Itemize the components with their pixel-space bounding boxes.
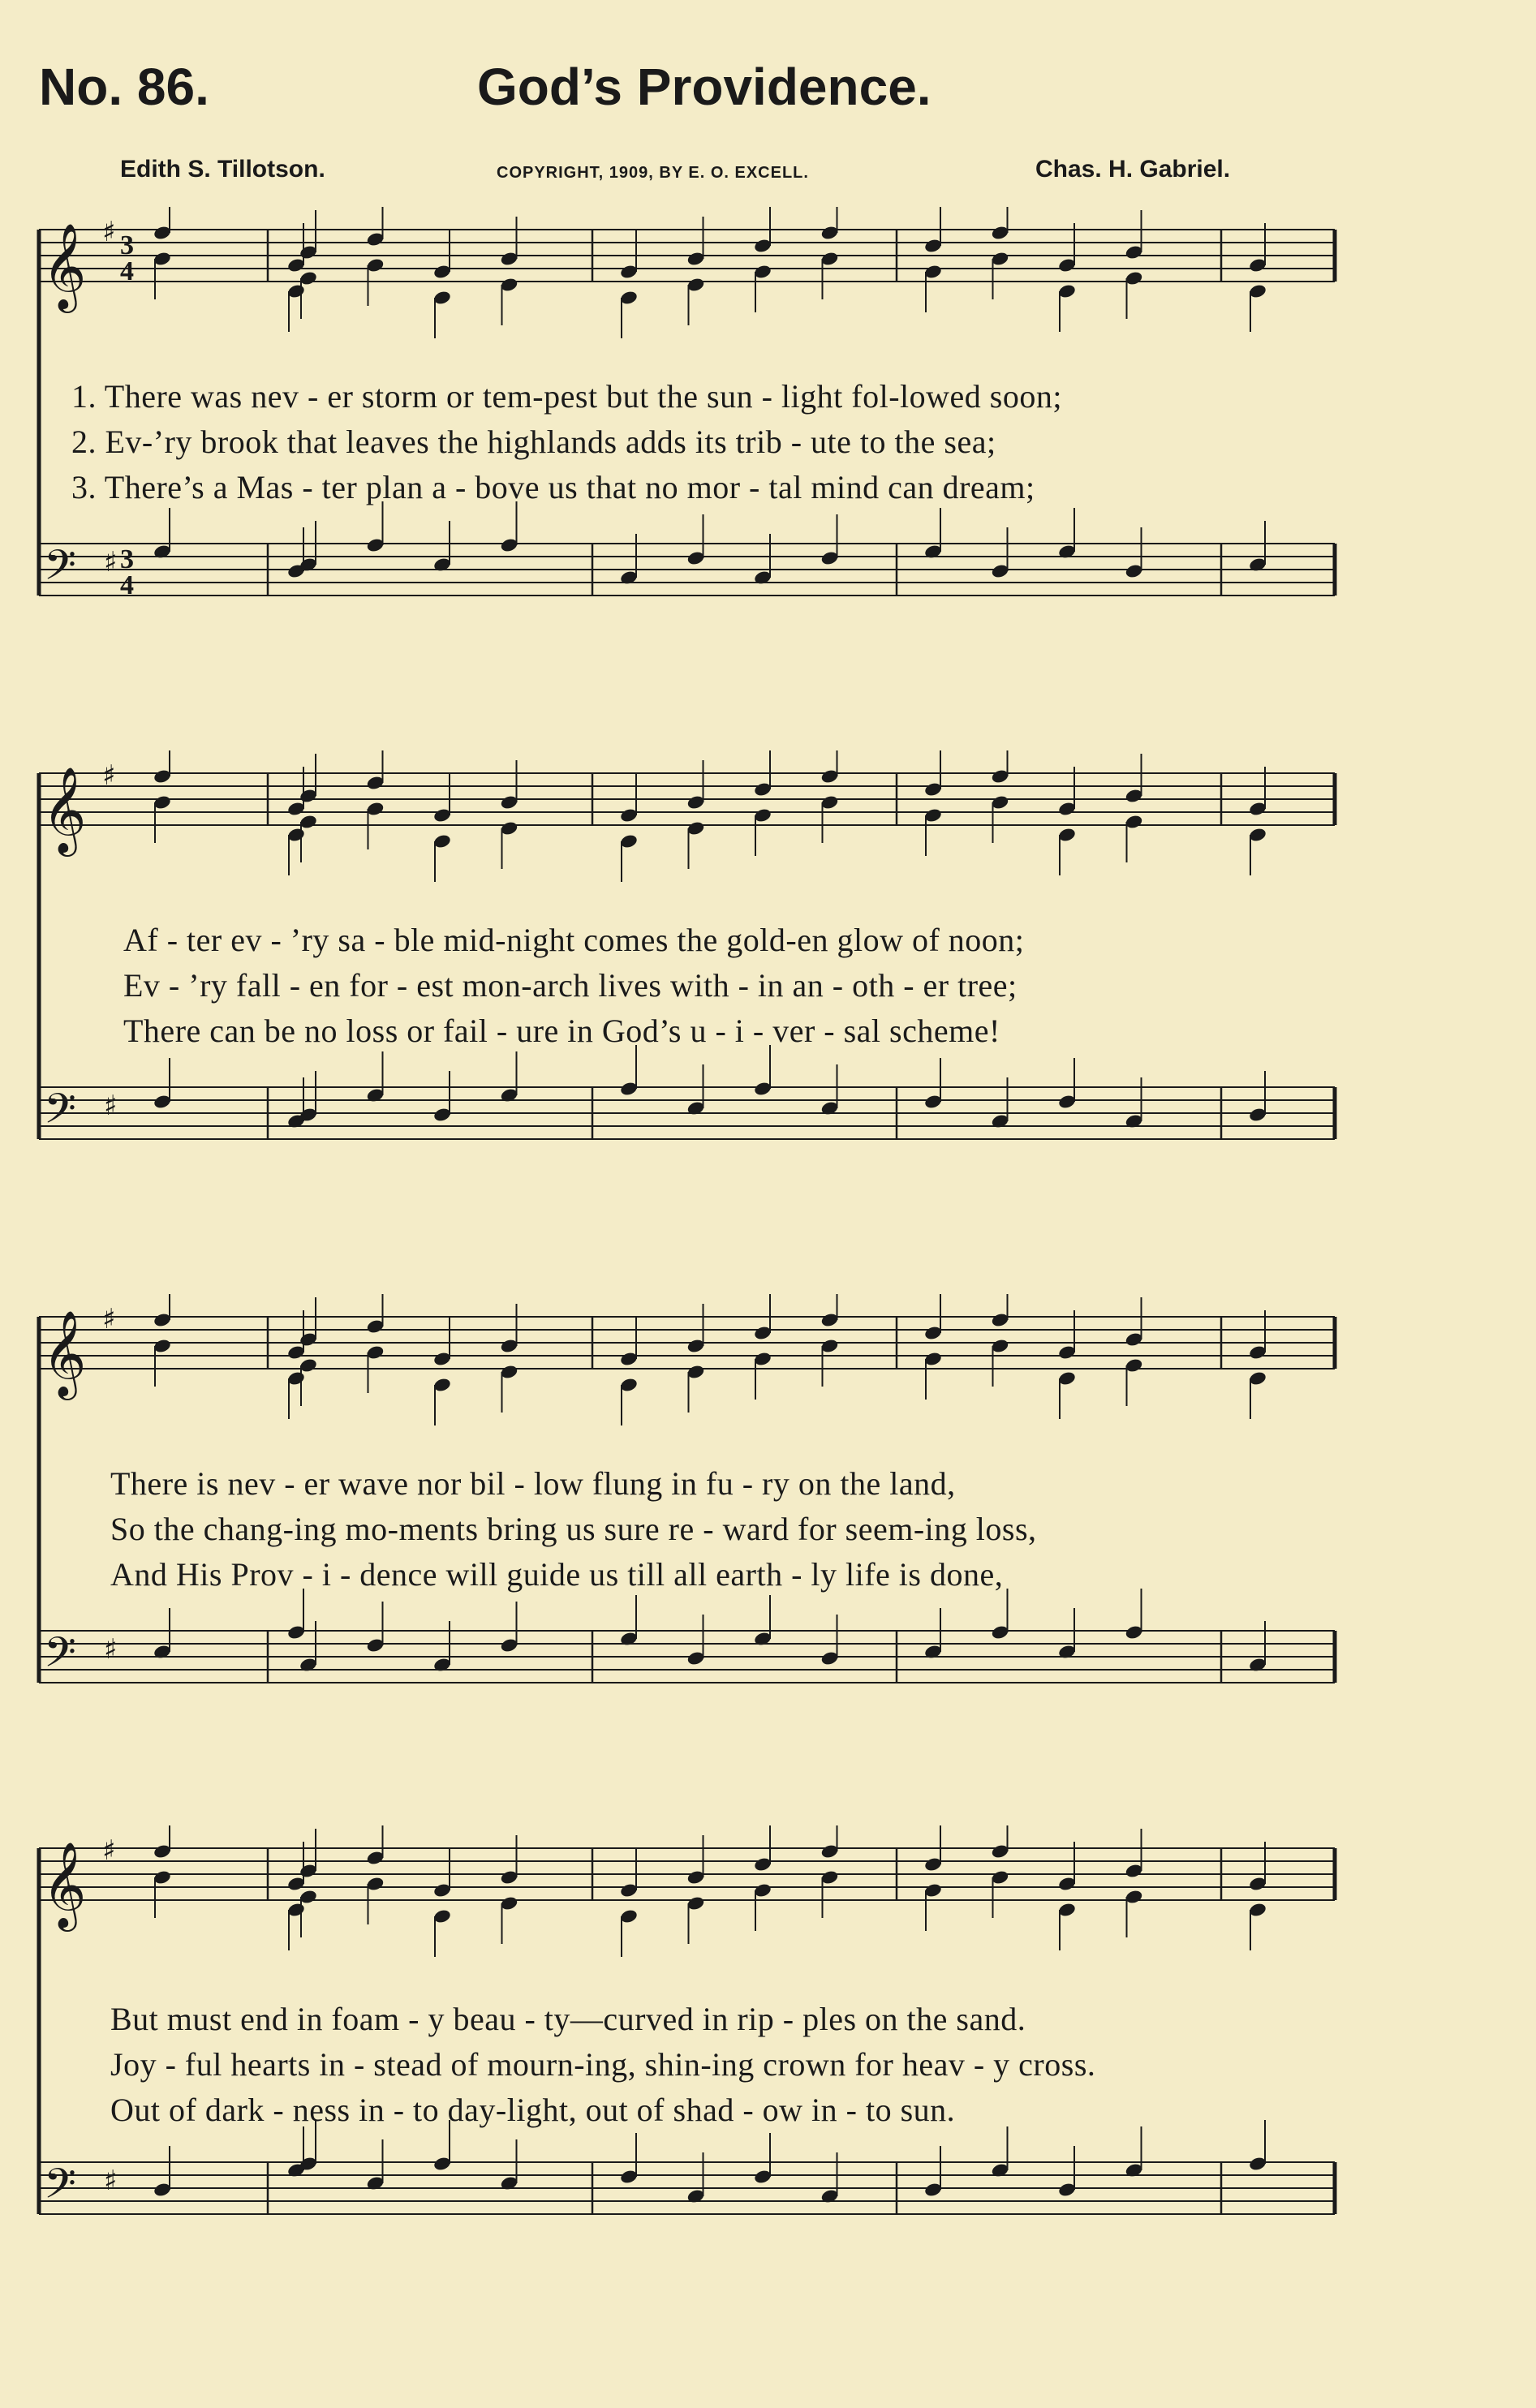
copyright-notice: COPYRIGHT, 1909, BY E. O. EXCELL. <box>497 164 809 182</box>
lyric-verse-1: But must end in foam - y beau - ty—curved in rip - ples on the sand. <box>110 2001 1026 2037</box>
hymn-title: God’s Providence. <box>477 58 931 116</box>
treble-clef-icon: 𝄞 <box>42 1309 87 1396</box>
music-system-1 <box>24 207 1343 677</box>
sharp-icon: ♯ <box>104 1090 118 1122</box>
music-system-2 <box>24 750 1343 1221</box>
sharp-icon: ♯ <box>102 216 116 248</box>
lyric-verse-2: 2. Ev-’ry brook that leaves the highlands adds its trib - ute to the sea; <box>71 424 996 460</box>
treble-clef-icon: 𝄞 <box>42 1841 87 1928</box>
lyric-verse-2: So the chang-ing mo-ments bring us sure re - ward for seem-ing loss, <box>110 1511 1037 1547</box>
sharp-icon: ♯ <box>104 546 118 578</box>
bass-clef-icon: 𝄢 <box>44 1628 76 1687</box>
treble-time-signature-top: 3 <box>120 230 134 260</box>
lyric-verse-1: Af - ter ev - ’ry sa - ble mid-night comes the gold-en glow of noon; <box>123 922 1025 958</box>
lyric-verse-3: There can be no loss or fail - ure in God’s u - i - ver - sal scheme! <box>123 1013 1000 1049</box>
bass-clef-icon: 𝄢 <box>44 540 76 600</box>
lyric-verse-2: Ev - ’ry fall - en for - est mon-arch lives with - in an - oth - er tree; <box>123 967 1018 1004</box>
lyric-verse-3: 3. There’s a Mas - ter plan a - bove us that no mor - tal mind can dream; <box>71 469 1035 505</box>
lyric-verse-3: And His Prov - i - dence will guide us till all earth - ly life is done, <box>110 1556 1004 1593</box>
music-system-3 <box>24 1294 1343 1765</box>
treble-clef-icon: 𝄞 <box>42 766 87 853</box>
sharp-icon: ♯ <box>102 1303 116 1335</box>
lyric-verse-2: Joy - ful hearts in - stead of mourn-ing, shin-ing crown for heav - y cross. <box>110 2046 1096 2083</box>
treble-time-signature-bottom: 4 <box>120 256 134 286</box>
author-credit: Edith S. Tillotson. <box>120 156 325 183</box>
bass-clef-icon: 𝄢 <box>44 2159 76 2218</box>
treble-clef-icon: 𝄞 <box>42 222 87 309</box>
bass-clef-icon: 𝄢 <box>44 1084 76 1143</box>
sharp-icon: ♯ <box>102 759 116 792</box>
sharp-icon: ♯ <box>104 2165 118 2197</box>
bass-time-signature-bottom: 4 <box>120 570 134 600</box>
lyric-verse-3: Out of dark - ness in - to day-light, out of shad - ow in - to sun. <box>110 2092 956 2128</box>
hymn-number: No. 86. <box>39 58 209 116</box>
sharp-icon: ♯ <box>104 1633 118 1666</box>
sharp-icon: ♯ <box>102 1834 116 1867</box>
lyric-verse-1: There is nev - er wave nor bil - low flung in fu - ry on the land, <box>110 1465 956 1502</box>
composer-credit: Chas. H. Gabriel. <box>1035 156 1231 183</box>
music-system-4 <box>24 1825 1343 2296</box>
lyric-verse-1: 1. There was nev - er storm or tem-pest but the sun - light fol-lowed soon; <box>71 378 1062 415</box>
bass-time-signature-top: 3 <box>120 544 134 574</box>
